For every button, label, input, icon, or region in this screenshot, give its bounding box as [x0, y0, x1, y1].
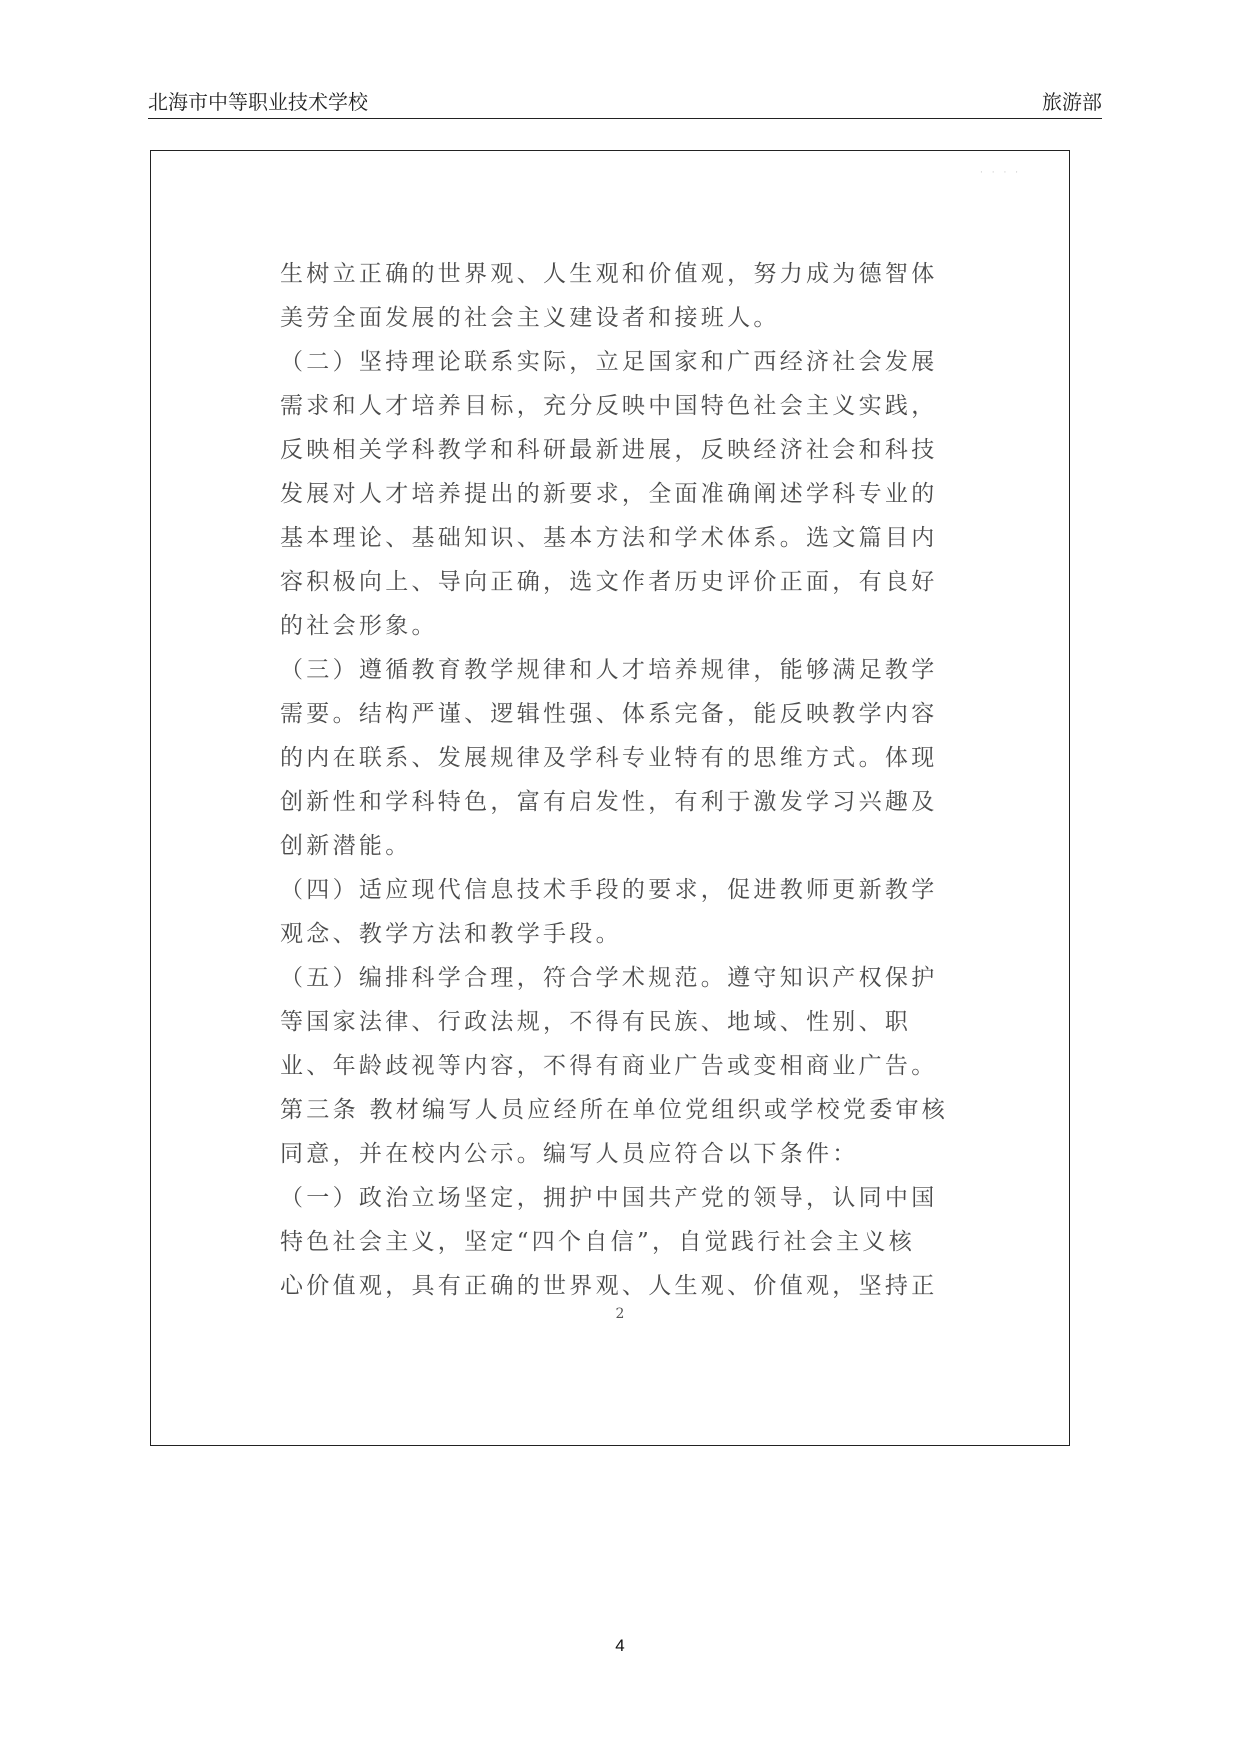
department-name: 旅游部: [1042, 90, 1102, 114]
text-line: 观念、教学方法和教学手段。: [280, 921, 622, 947]
text-line: 发展对人才培养提出的新要求，全面准确阐述学科专业的: [280, 481, 938, 507]
text-line: （一）政治立场坚定，拥护中国共产党的领导，认同中国: [280, 1185, 938, 1211]
text-line: （二）坚持理论联系实际，立足国家和广西经济社会发展: [280, 349, 938, 375]
text-line: 美劳全面发展的社会主义建设者和接班人。: [280, 305, 780, 331]
text-line: 容积极向上、导向正确，选文作者历史评价正面，有良好: [280, 569, 938, 595]
text-line: 的社会形象。: [280, 613, 438, 639]
text-line: 创新潜能。: [280, 833, 412, 859]
text-line: 反映相关学科教学和科研最新进展，反映经济社会和科技: [280, 437, 938, 463]
text-line: 第三条 教材编写人员应经所在单位党组织或学校党委审核: [280, 1097, 949, 1123]
text-line: 同意，并在校内公示。编写人员应符合以下条件：: [280, 1141, 859, 1167]
page-number: 4: [615, 1636, 625, 1655]
text-line: 需要。结构严谨、逻辑性强、体系完备，能反映教学内容: [280, 701, 938, 727]
text-line: （五）编排科学合理，符合学术规范。遵守知识产权保护: [280, 965, 938, 991]
text-line: （四）适应现代信息技术手段的要求，促进教师更新教学: [280, 877, 938, 903]
scan-artifact: · · · ·: [980, 168, 1022, 178]
text-line: 生树立正确的世界观、人生观和价值观，努力成为德智体: [280, 261, 938, 287]
text-line: 需求和人才培养目标，充分反映中国特色社会主义实践，: [280, 393, 938, 419]
text-line: 业、年龄歧视等内容，不得有商业广告或变相商业广告。: [280, 1053, 938, 1079]
scanned-page-text: [280, 252, 949, 1308]
text-line: 创新性和学科特色，富有启发性，有利于激发学习兴趣及: [280, 789, 938, 815]
school-name: 北海市中等职业技术学校: [148, 90, 368, 114]
text-line: 等国家法律、行政法规，不得有民族、地域、性别、职: [280, 1009, 912, 1035]
text-line: 基本理论、基础知识、基本方法和学术体系。选文篇目内: [280, 525, 938, 551]
scanned-page-number: 2: [615, 1306, 625, 1322]
text-line: 心价值观，具有正确的世界观、人生观、价值观，坚持正: [280, 1273, 938, 1299]
page-header: [148, 86, 1102, 119]
text-line: 的内在联系、发展规律及学科专业特有的思维方式。体现: [280, 745, 938, 771]
text-line: （三）遵循教育教学规律和人才培养规律，能够满足教学: [280, 657, 938, 683]
text-line: 特色社会主义，坚定“四个自信”，自觉践行社会主义核: [280, 1229, 916, 1255]
